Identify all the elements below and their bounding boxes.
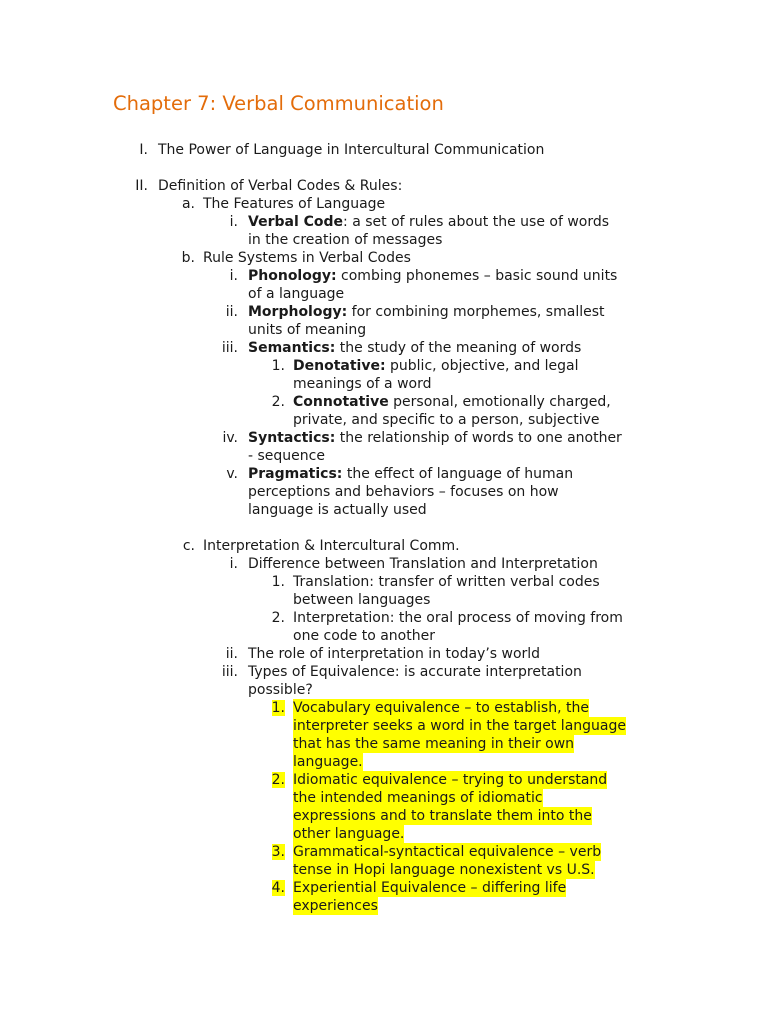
outline-marker: 4. xyxy=(271,880,285,896)
outline-item: meanings of a word xyxy=(293,376,432,392)
outline-item: in the creation of messages xyxy=(248,232,443,248)
highlighted-line: expressions and to translate them into the xyxy=(293,808,592,824)
term: Morphology: xyxy=(248,304,348,320)
highlighted-line: Idiomatic equivalence – trying to understand xyxy=(293,772,608,788)
outline-item: Verbal Code: a set of rules about the use of words xyxy=(248,214,610,230)
outline-marker: ii. xyxy=(225,646,238,662)
outline-item: Interpretation: the oral process of moving from xyxy=(293,610,623,626)
outline-item: private, and specific to a person, subjective xyxy=(293,412,600,428)
outline-marker: 1. xyxy=(271,700,285,716)
term: Connotative xyxy=(293,394,389,410)
outline-item: Definition of Verbal Codes & Rules: xyxy=(158,178,403,194)
outline-item: of a language xyxy=(248,286,345,302)
term: Denotative: xyxy=(293,358,386,374)
outline-marker: b. xyxy=(181,250,195,266)
outline-marker: a. xyxy=(181,196,195,212)
outline-marker: II. xyxy=(135,178,148,194)
outline-item: Rule Systems in Verbal Codes xyxy=(203,250,411,266)
outline-marker: i. xyxy=(229,268,238,284)
outline-marker: 2. xyxy=(271,394,285,410)
outline-item: Interpretation & Intercultural Comm. xyxy=(203,538,460,554)
outline-marker: i. xyxy=(229,556,238,572)
outline-marker: iii. xyxy=(221,340,238,356)
term: Pragmatics: xyxy=(248,466,343,482)
outline-item: The role of interpretation in today’s world xyxy=(248,646,541,662)
outline-marker: 2. xyxy=(271,772,285,788)
outline-item: perceptions and behaviors – focuses on how xyxy=(248,484,559,500)
outline-marker: v. xyxy=(226,466,238,482)
outline-item: Denotative: public, objective, and legal xyxy=(293,358,579,374)
outline-marker: i. xyxy=(229,214,238,230)
outline-item: Syntactics: the relationship of words to one another xyxy=(248,430,622,446)
outline-marker: ii. xyxy=(225,304,238,320)
highlighted-line: tense in Hopi language nonexistent vs U.S. xyxy=(293,862,595,878)
highlighted-line: the intended meanings of idiomatic xyxy=(293,790,543,806)
outline-item: Connotative personal, emotionally charged, xyxy=(293,394,611,410)
outline-item: - sequence xyxy=(248,448,325,464)
outline-item: possible? xyxy=(248,682,313,698)
outline-marker: 1. xyxy=(271,574,285,590)
highlighted-line: Experiential Equivalence – differing life xyxy=(293,880,567,896)
outline-marker: iv. xyxy=(222,430,238,446)
highlighted-line: that has the same meaning in their own xyxy=(293,736,575,752)
outline-item: Difference between Translation and Interpretation xyxy=(248,556,598,572)
page-title: Chapter 7: Verbal Communication xyxy=(113,92,444,115)
outline-item: between languages xyxy=(293,592,431,608)
term: Phonology: xyxy=(248,268,337,284)
outline-marker: 2. xyxy=(271,610,285,626)
term: Semantics: xyxy=(248,340,336,356)
outline-marker: iii. xyxy=(221,664,238,680)
outline-item: Translation: transfer of written verbal codes xyxy=(293,574,600,590)
highlighted-line: experiences xyxy=(293,898,378,914)
term: Syntactics: xyxy=(248,430,336,446)
outline-marker: 1. xyxy=(271,358,285,374)
outline-marker: I. xyxy=(139,142,148,158)
highlighted-line: interpreter seeks a word in the target language xyxy=(293,718,626,734)
outline-item: Phonology: combing phonemes – basic sound units xyxy=(248,268,618,284)
outline-item: one code to another xyxy=(293,628,435,644)
outline-item: Types of Equivalence: is accurate interpretation xyxy=(248,664,582,680)
outline-marker: c. xyxy=(182,538,195,554)
outline-item: The Power of Language in Intercultural Communication xyxy=(158,142,545,158)
outline-item: Pragmatics: the effect of language of human xyxy=(248,466,574,482)
outline-marker: 3. xyxy=(271,844,285,860)
highlighted-line: Vocabulary equivalence – to establish, the xyxy=(293,700,589,716)
highlighted-line: language. xyxy=(293,754,363,770)
term: Verbal Code xyxy=(248,214,344,230)
highlighted-line: other language. xyxy=(293,826,405,842)
outline-item: language is actually used xyxy=(248,502,427,518)
outline-item: Morphology: for combining morphemes, smallest xyxy=(248,304,605,320)
outline-item: The Features of Language xyxy=(203,196,386,212)
outline-item: Semantics: the study of the meaning of words xyxy=(248,340,582,356)
outline-item: units of meaning xyxy=(248,322,367,338)
highlighted-line: Grammatical-syntactical equivalence – verb xyxy=(293,844,602,860)
